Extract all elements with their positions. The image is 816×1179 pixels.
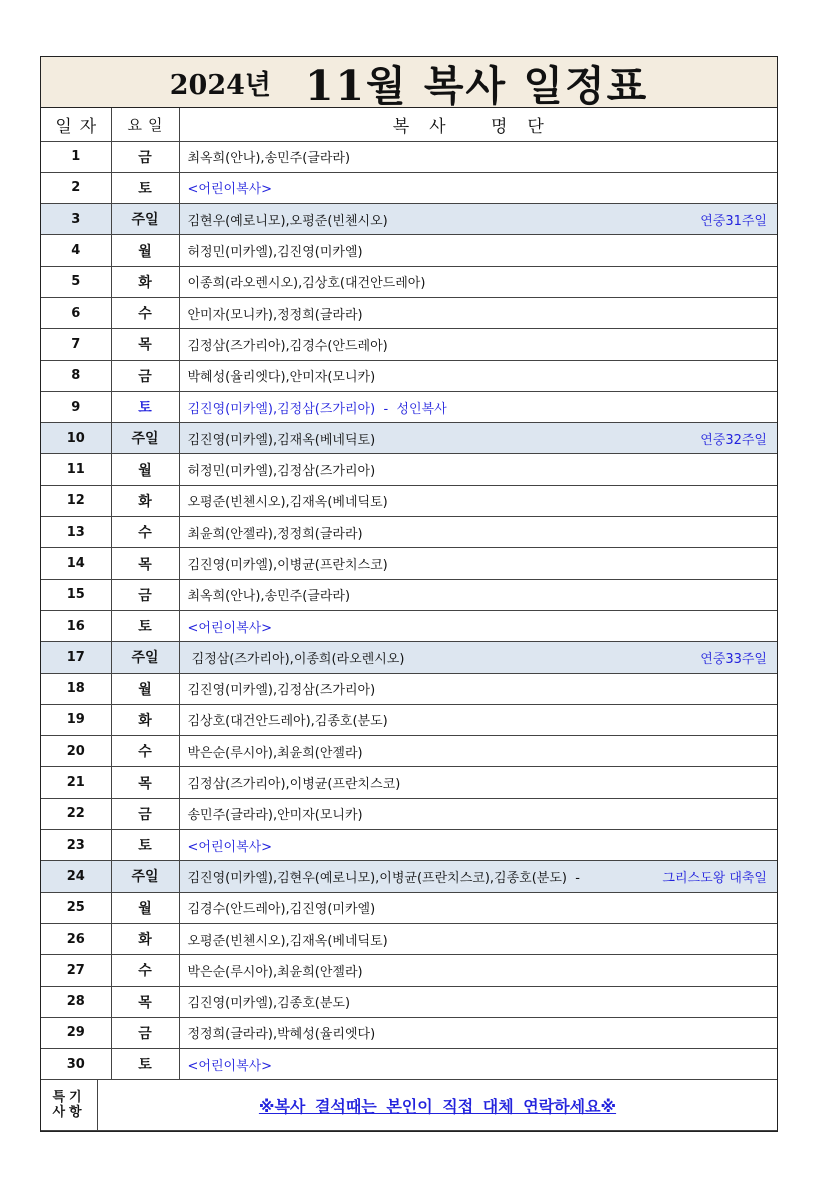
table-row	[41, 517, 777, 548]
table-row	[41, 1049, 777, 1080]
table-row	[41, 141, 777, 172]
names-cell	[179, 391, 777, 422]
day-cell: 14	[41, 548, 111, 579]
day-cell: 9	[41, 391, 111, 422]
weekday-cell: 월	[111, 673, 179, 704]
names-cell	[179, 798, 777, 829]
weekday-cell: 목	[111, 548, 179, 579]
weekday-cell: 목	[111, 767, 179, 798]
weekday-cell: 금	[111, 360, 179, 391]
table-row	[41, 360, 777, 391]
weekday-cell: 토	[111, 610, 179, 641]
table-row	[41, 329, 777, 360]
names-cell	[179, 923, 777, 954]
table-row	[41, 1017, 777, 1048]
special-notes-label	[41, 1080, 98, 1130]
table-row	[41, 391, 777, 422]
weekday-cell: 금	[111, 141, 179, 172]
names-text: 김상호(대건안드레아),김종호(분도)	[187, 714, 388, 730]
names-cell	[179, 360, 777, 391]
table-row	[41, 297, 777, 328]
table-row	[41, 830, 777, 861]
names-cell	[179, 454, 777, 485]
names-text: 안미자(모니카),정정희(글라라)	[187, 307, 363, 323]
day-cell: 2	[41, 172, 111, 203]
names-text: <어린이복사>	[187, 839, 273, 855]
day-cell: 15	[41, 579, 111, 610]
names-cell	[179, 141, 777, 172]
table-row	[41, 892, 777, 923]
day-cell: 26	[41, 923, 111, 954]
names-text: 허정민(미카엘),김정삼(즈가리아)	[187, 464, 376, 480]
weekday-cell: 주일	[111, 642, 179, 673]
weekday-cell: 수	[111, 736, 179, 767]
day-cell: 27	[41, 955, 111, 986]
names-text: 김진영(미카엘),김종호(분도)	[187, 996, 351, 1012]
weekday-cell: 주일	[111, 204, 179, 235]
names-cell	[179, 235, 777, 266]
table-row	[41, 704, 777, 735]
title-bar	[41, 57, 777, 108]
table-row	[41, 235, 777, 266]
day-cell: 25	[41, 892, 111, 923]
day-cell: 7	[41, 329, 111, 360]
header-names: 복사 명단	[179, 108, 777, 141]
day-cell: 13	[41, 517, 111, 548]
names-cell	[179, 861, 777, 892]
weekday-cell: 주일	[111, 423, 179, 454]
names-text: 김정삼(즈가리아),이종희(라오렌시오)	[187, 651, 405, 667]
names-cell	[179, 172, 777, 203]
weekday-cell: 토	[111, 1049, 179, 1080]
header-weekday: 요일	[111, 108, 179, 141]
names-cell	[179, 704, 777, 735]
table-row	[41, 454, 777, 485]
schedule-table	[41, 108, 777, 1131]
day-cell: 6	[41, 297, 111, 328]
day-cell: 1	[41, 141, 111, 172]
names-cell	[179, 579, 777, 610]
names-text: <어린이복사>	[187, 1058, 273, 1074]
schedule-sheet	[40, 56, 778, 1132]
names-cell	[179, 892, 777, 923]
names-cell	[179, 736, 777, 767]
table-row	[41, 204, 777, 235]
weekday-cell: 수	[111, 517, 179, 548]
table-row	[41, 955, 777, 986]
names-text: 박혜성(율리엣다),안미자(모니카)	[187, 370, 376, 386]
title-main: 11월 복사 일정표	[304, 61, 649, 110]
names-text: 김진영(미카엘),이병균(프란치스코)	[187, 558, 388, 573]
special-notes-message: ※복사 결석때는 본인이 직접 대체 연락하세요※	[258, 1096, 617, 1116]
weekday-cell: 주일	[111, 861, 179, 892]
day-cell: 19	[41, 704, 111, 735]
names-cell	[179, 1049, 777, 1080]
names-text: 김진영(미카엘),김재옥(베네딕토)	[187, 432, 376, 448]
names-cell	[179, 423, 777, 454]
day-cell: 3	[41, 204, 111, 235]
table-row	[41, 266, 777, 297]
weekday-cell: 화	[111, 923, 179, 954]
weekday-cell: 토	[111, 830, 179, 861]
weekday-cell: 토	[111, 172, 179, 203]
names-text: 김진영(미카엘),김정삼(즈가리아)	[187, 683, 376, 699]
table-row	[41, 923, 777, 954]
day-cell: 22	[41, 798, 111, 829]
table-row	[41, 172, 777, 203]
day-cell: 17	[41, 642, 111, 673]
day-cell: 24	[41, 861, 111, 892]
table-row	[41, 485, 777, 516]
day-cell: 28	[41, 986, 111, 1017]
names-text: 최옥희(안나),송민주(글라라)	[187, 589, 351, 605]
day-cell: 16	[41, 610, 111, 641]
day-cell: 23	[41, 830, 111, 861]
weekday-cell: 화	[111, 266, 179, 297]
weekday-cell: 월	[111, 454, 179, 485]
day-cell: 20	[41, 736, 111, 767]
weekday-cell: 목	[111, 329, 179, 360]
names-text: 박은순(루시아),최윤희(안젤라)	[187, 745, 363, 761]
table-row	[41, 610, 777, 641]
names-text: <어린이복사>	[187, 182, 273, 198]
day-cell: 30	[41, 1049, 111, 1080]
day-cell: 8	[41, 360, 111, 391]
day-cell: 11	[41, 454, 111, 485]
weekday-cell: 수	[111, 297, 179, 328]
weekday-cell: 금	[111, 798, 179, 829]
day-cell: 29	[41, 1017, 111, 1048]
names-text: 김진영(미카엘),김정삼(즈가리아) - 성인복사	[187, 401, 447, 417]
names-cell	[179, 955, 777, 986]
table-row	[41, 861, 777, 892]
weekday-cell: 화	[111, 704, 179, 735]
feast-note: 연중31주일	[700, 213, 767, 229]
feast-note: 그리스도왕 대축일	[662, 870, 767, 886]
title-year: 2024년	[169, 69, 271, 101]
special-label-line1: 특기	[52, 1090, 86, 1106]
names-cell	[179, 297, 777, 328]
names-cell	[179, 642, 777, 673]
day-cell: 5	[41, 266, 111, 297]
weekday-cell: 월	[111, 235, 179, 266]
names-cell	[179, 610, 777, 641]
names-text: 김경수(안드레아),김진영(미카엘)	[187, 902, 376, 918]
names-text: 오평준(빈첸시오),김재옥(베네딕토)	[187, 495, 388, 511]
names-cell	[179, 548, 777, 579]
table-row	[41, 736, 777, 767]
weekday-cell: 목	[111, 986, 179, 1017]
names-text: 김현우(예로니모),오평준(빈첸시오)	[187, 213, 388, 229]
table-row	[41, 798, 777, 829]
names-cell	[179, 830, 777, 861]
weekday-cell: 월	[111, 892, 179, 923]
names-cell	[179, 266, 777, 297]
names-text: 정정희(글라라),박혜성(율리엣다)	[187, 1027, 376, 1043]
names-text: 김정삼(즈가리아),김경수(안드레아)	[187, 338, 388, 354]
table-row	[41, 548, 777, 579]
names-cell	[179, 517, 777, 548]
names-text: 허정민(미카엘),김진영(미카엘)	[187, 245, 363, 261]
header-row	[41, 108, 777, 141]
weekday-cell: 수	[111, 955, 179, 986]
table-row	[41, 767, 777, 798]
names-cell	[179, 986, 777, 1017]
names-text: 김정삼(즈가리아),이병균(프란치스코)	[187, 777, 401, 793]
table-row	[41, 642, 777, 673]
weekday-cell: 금	[111, 579, 179, 610]
day-cell: 12	[41, 485, 111, 516]
weekday-cell: 금	[111, 1017, 179, 1048]
names-text: 최윤희(안젤라),정정희(글라라)	[187, 526, 363, 542]
table-row	[41, 423, 777, 454]
table-row	[41, 673, 777, 704]
names-cell	[179, 329, 777, 360]
day-cell: 21	[41, 767, 111, 798]
special-notes-row	[41, 1080, 777, 1131]
day-cell: 4	[41, 235, 111, 266]
weekday-cell: 화	[111, 485, 179, 516]
feast-note: 연중33주일	[700, 651, 767, 667]
names-cell	[179, 767, 777, 798]
names-text: 송민주(글라라),안미자(모니카)	[187, 808, 363, 824]
names-text: <어린이복사>	[187, 620, 273, 636]
names-cell	[179, 485, 777, 516]
header-day: 일자	[41, 108, 111, 141]
names-cell	[179, 204, 777, 235]
names-text: 박은순(루시아),최윤희(안젤라)	[187, 964, 363, 980]
names-text: 최옥희(안나),송민주(글라라)	[187, 151, 351, 167]
special-label-line2: 사항	[52, 1105, 86, 1121]
names-text: 김진영(미카엘),김현우(예로니모),이병균(프란치스코),김종호(분도) -	[187, 870, 580, 886]
names-cell	[179, 1017, 777, 1048]
names-text: 이종희(라오렌시오),김상호(대건안드레아)	[187, 276, 426, 292]
table-row	[41, 579, 777, 610]
table-row	[41, 986, 777, 1017]
feast-note: 연중32주일	[700, 432, 767, 448]
day-cell: 18	[41, 673, 111, 704]
special-notes-cell	[41, 1080, 777, 1131]
names-cell	[179, 673, 777, 704]
day-cell: 10	[41, 423, 111, 454]
weekday-cell: 토	[111, 391, 179, 422]
names-text: 오평준(빈첸시오),김재옥(베네딕토)	[187, 933, 388, 949]
